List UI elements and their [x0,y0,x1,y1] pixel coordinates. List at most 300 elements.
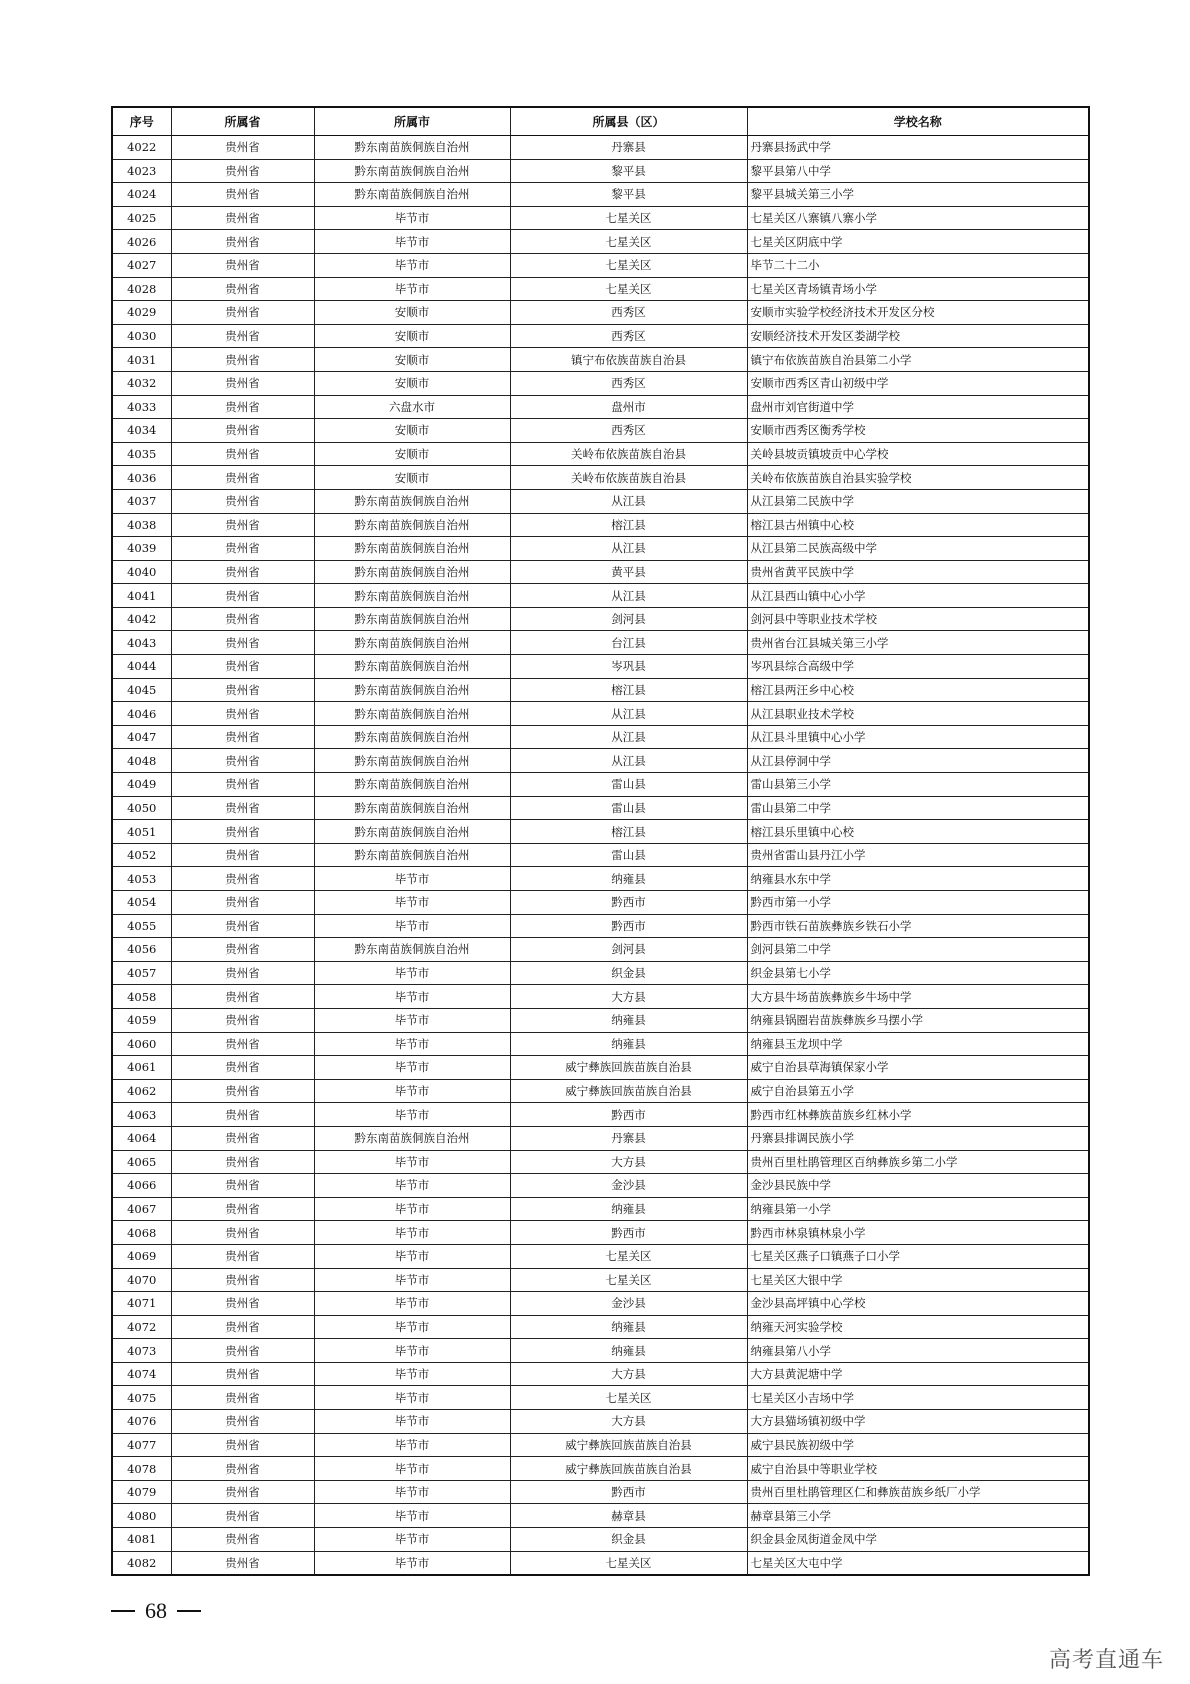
cell-city: 黔东南苗族侗族自治州 [314,843,510,867]
cell-school-name: 黔西市林泉镇林泉小学 [747,1221,1089,1245]
cell-school-name: 安顺市实验学校经济技术开发区分校 [747,301,1089,325]
cell-school-name: 赫章县第三小学 [747,1504,1089,1528]
cell-city: 黔东南苗族侗族自治州 [314,1126,510,1150]
cell-city: 毕节市 [314,1362,510,1386]
cell-serial: 4075 [112,1386,171,1410]
cell-province: 贵州省 [171,442,314,466]
table-row [112,867,1089,891]
cell-county: 丹寨县 [510,1126,747,1150]
cell-serial: 4062 [112,1079,171,1103]
watermark-text: 高考直通车 [1048,1648,1164,1673]
cell-serial: 4080 [112,1504,171,1528]
cell-county: 丹寨县 [510,136,747,160]
cell-serial: 4047 [112,725,171,749]
cell-county: 七星关区 [510,206,747,230]
cell-school-name: 盘州市刘官街道中学 [747,395,1089,419]
cell-school-name: 安顺市西秀区青山初级中学 [747,371,1089,395]
cell-province: 贵州省 [171,914,314,938]
cell-province: 贵州省 [171,678,314,702]
cell-county: 威宁彝族回族苗族自治县 [510,1056,747,1080]
cell-serial: 4071 [112,1292,171,1316]
cell-city: 毕节市 [314,1268,510,1292]
cell-city: 毕节市 [314,1504,510,1528]
cell-serial: 4072 [112,1315,171,1339]
cell-serial: 4024 [112,183,171,207]
cell-province: 贵州省 [171,560,314,584]
table-row [112,584,1089,608]
cell-county: 威宁彝族回族苗族自治县 [510,1433,747,1457]
cell-province: 贵州省 [171,183,314,207]
cell-city: 黔东南苗族侗族自治州 [314,584,510,608]
cell-school-name: 七星关区小吉场中学 [747,1386,1089,1410]
cell-province: 贵州省 [171,584,314,608]
cell-serial: 4057 [112,961,171,985]
cell-school-name: 安顺经济技术开发区娄湖学校 [747,324,1089,348]
cell-serial: 4037 [112,489,171,513]
cell-county: 从江县 [510,584,747,608]
cell-serial: 4067 [112,1197,171,1221]
cell-city: 毕节市 [314,230,510,254]
cell-county: 赫章县 [510,1504,747,1528]
cell-province: 贵州省 [171,607,314,631]
table-row [112,1410,1089,1434]
table-row [112,655,1089,679]
cell-city: 黔东南苗族侗族自治州 [314,631,510,655]
cell-county: 纳雍县 [510,867,747,891]
cell-school-name: 威宁自治县草海镇保家小学 [747,1056,1089,1080]
cell-county: 七星关区 [510,1244,747,1268]
cell-province: 贵州省 [171,513,314,537]
table-row [112,1504,1089,1528]
cell-school-name: 黎平县第八中学 [747,159,1089,183]
cell-city: 黔东南苗族侗族自治州 [314,773,510,797]
cell-school-name: 七星关区阴底中学 [747,230,1089,254]
cell-city: 毕节市 [314,1056,510,1080]
cell-county: 大方县 [510,1150,747,1174]
cell-province: 贵州省 [171,206,314,230]
cell-county: 威宁彝族回族苗族自治县 [510,1079,747,1103]
cell-serial: 4068 [112,1221,171,1245]
cell-school-name: 镇宁布依族苗族自治县第二小学 [747,348,1089,372]
cell-serial: 4063 [112,1103,171,1127]
table-row [112,914,1089,938]
cell-school-name: 剑河县第二中学 [747,938,1089,962]
cell-serial: 4041 [112,584,171,608]
cell-province: 贵州省 [171,371,314,395]
cell-county: 七星关区 [510,1386,747,1410]
cell-county: 大方县 [510,1410,747,1434]
cell-county: 纳雍县 [510,1315,747,1339]
cell-serial: 4039 [112,537,171,561]
cell-province: 贵州省 [171,1504,314,1528]
table-row [112,466,1089,490]
cell-city: 黔东南苗族侗族自治州 [314,513,510,537]
footer-dash-right [177,1610,201,1612]
cell-serial: 4056 [112,938,171,962]
cell-county: 榕江县 [510,820,747,844]
cell-county: 从江县 [510,749,747,773]
cell-province: 贵州省 [171,1103,314,1127]
cell-serial: 4076 [112,1410,171,1434]
cell-county: 从江县 [510,537,747,561]
cell-serial: 4061 [112,1056,171,1080]
cell-city: 毕节市 [314,1103,510,1127]
cell-county: 黔西市 [510,1103,747,1127]
cell-school-name: 榕江县乐里镇中心校 [747,820,1089,844]
cell-serial: 4064 [112,1126,171,1150]
cell-serial: 4030 [112,324,171,348]
cell-school-name: 从江县第二民族中学 [747,489,1089,513]
cell-serial: 4079 [112,1480,171,1504]
cell-province: 贵州省 [171,725,314,749]
table-row [112,1386,1089,1410]
cell-city: 毕节市 [314,1386,510,1410]
table-row [112,183,1089,207]
table-row [112,206,1089,230]
cell-province: 贵州省 [171,1480,314,1504]
cell-city: 黔东南苗族侗族自治州 [314,136,510,160]
cell-city: 黔东南苗族侗族自治州 [314,607,510,631]
cell-province: 贵州省 [171,985,314,1009]
cell-city: 安顺市 [314,348,510,372]
cell-school-name: 大方县猫场镇初级中学 [747,1410,1089,1434]
cell-province: 贵州省 [171,1362,314,1386]
cell-city: 毕节市 [314,985,510,1009]
cell-school-name: 织金县金凤街道金凤中学 [747,1528,1089,1552]
cell-city: 黔东南苗族侗族自治州 [314,655,510,679]
cell-school-name: 威宁自治县第五小学 [747,1079,1089,1103]
cell-school-name: 织金县第七小学 [747,961,1089,985]
table-row [112,1103,1089,1127]
cell-school-name: 从江县职业技术学校 [747,702,1089,726]
cell-province: 贵州省 [171,1410,314,1434]
cell-school-name: 七星关区八寨镇八寨小学 [747,206,1089,230]
cell-county: 金沙县 [510,1174,747,1198]
table-row [112,560,1089,584]
table-row [112,1268,1089,1292]
table-row [112,1056,1089,1080]
table-row [112,1433,1089,1457]
cell-school-name: 七星关区大屯中学 [747,1551,1089,1575]
cell-serial: 4053 [112,867,171,891]
cell-school-name: 贵州省黄平民族中学 [747,560,1089,584]
cell-school-name: 贵州省台江县城关第三小学 [747,631,1089,655]
cell-city: 毕节市 [314,1032,510,1056]
cell-county: 织金县 [510,961,747,985]
cell-city: 毕节市 [314,1197,510,1221]
cell-county: 七星关区 [510,230,747,254]
table-row [112,230,1089,254]
table-header-row [112,107,1089,136]
cell-city: 黔东南苗族侗族自治州 [314,820,510,844]
cell-county: 大方县 [510,1362,747,1386]
table-row [112,938,1089,962]
cell-serial: 4035 [112,442,171,466]
cell-city: 黔东南苗族侗族自治州 [314,702,510,726]
cell-school-name: 金沙县高坪镇中心学校 [747,1292,1089,1316]
cell-serial: 4066 [112,1174,171,1198]
cell-city: 安顺市 [314,466,510,490]
page-number: 68 [145,1598,167,1623]
cell-school-name: 黎平县城关第三小学 [747,183,1089,207]
cell-city: 毕节市 [314,206,510,230]
cell-serial: 4042 [112,607,171,631]
table-row [112,1528,1089,1552]
cell-city: 毕节市 [314,1008,510,1032]
table-row [112,1457,1089,1481]
cell-school-name: 黔西市第一小学 [747,891,1089,915]
cell-county: 金沙县 [510,1292,747,1316]
table-row [112,1079,1089,1103]
table-row [112,1008,1089,1032]
header-serial: 序号 [112,107,171,136]
header-province: 所属省 [171,107,314,136]
cell-county: 岑巩县 [510,655,747,679]
cell-province: 贵州省 [171,1032,314,1056]
cell-province: 贵州省 [171,820,314,844]
cell-county: 盘州市 [510,395,747,419]
cell-county: 关岭布依族苗族自治县 [510,442,747,466]
table-row [112,631,1089,655]
footer-dash-left [111,1610,135,1612]
cell-serial: 4074 [112,1362,171,1386]
cell-school-name: 安顺市西秀区衡秀学校 [747,419,1089,443]
table-row [112,1339,1089,1363]
cell-province: 贵州省 [171,489,314,513]
cell-school-name: 威宁县民族初级中学 [747,1433,1089,1457]
cell-serial: 4029 [112,301,171,325]
cell-school-name: 七星关区青场镇青场小学 [747,277,1089,301]
cell-county: 纳雍县 [510,1339,747,1363]
cell-province: 贵州省 [171,631,314,655]
cell-school-name: 榕江县古州镇中心校 [747,513,1089,537]
cell-serial: 4038 [112,513,171,537]
cell-serial: 4073 [112,1339,171,1363]
cell-city: 黔东南苗族侗族自治州 [314,938,510,962]
cell-province: 贵州省 [171,324,314,348]
table-row [112,1150,1089,1174]
cell-county: 黎平县 [510,159,747,183]
cell-province: 贵州省 [171,1315,314,1339]
table-row [112,1362,1089,1386]
cell-province: 贵州省 [171,1292,314,1316]
table-row [112,1197,1089,1221]
table-row [112,702,1089,726]
cell-province: 贵州省 [171,301,314,325]
cell-province: 贵州省 [171,1528,314,1552]
cell-school-name: 威宁自治县中等职业学校 [747,1457,1089,1481]
cell-province: 贵州省 [171,843,314,867]
cell-school-name: 丹寨县排调民族小学 [747,1126,1089,1150]
table-row [112,442,1089,466]
page-footer [111,1598,201,1624]
table-row [112,537,1089,561]
cell-serial: 4081 [112,1528,171,1552]
cell-county: 关岭布依族苗族自治县 [510,466,747,490]
table-row [112,277,1089,301]
cell-city: 六盘水市 [314,395,510,419]
cell-city: 毕节市 [314,1244,510,1268]
cell-serial: 4082 [112,1551,171,1575]
cell-city: 毕节市 [314,1480,510,1504]
cell-city: 毕节市 [314,1339,510,1363]
cell-school-name: 从江县斗里镇中心小学 [747,725,1089,749]
table-row [112,961,1089,985]
cell-serial: 4044 [112,655,171,679]
table-row [112,607,1089,631]
cell-county: 黄平县 [510,560,747,584]
cell-county: 剑河县 [510,607,747,631]
cell-county: 剑河县 [510,938,747,962]
cell-county: 西秀区 [510,301,747,325]
cell-county: 西秀区 [510,324,747,348]
cell-county: 黔西市 [510,891,747,915]
cell-school-name: 关岭县坡贡镇坡贡中心学校 [747,442,1089,466]
cell-county: 纳雍县 [510,1197,747,1221]
table-row [112,324,1089,348]
cell-city: 毕节市 [314,961,510,985]
cell-province: 贵州省 [171,1221,314,1245]
table-row [112,159,1089,183]
cell-county: 黔西市 [510,914,747,938]
cell-province: 贵州省 [171,796,314,820]
cell-province: 贵州省 [171,655,314,679]
cell-school-name: 金沙县民族中学 [747,1174,1089,1198]
table-row [112,796,1089,820]
cell-city: 毕节市 [314,1221,510,1245]
cell-province: 贵州省 [171,1056,314,1080]
cell-serial: 4034 [112,419,171,443]
cell-city: 毕节市 [314,867,510,891]
cell-county: 纳雍县 [510,1032,747,1056]
table-row [112,136,1089,160]
cell-serial: 4027 [112,253,171,277]
cell-province: 贵州省 [171,395,314,419]
table-row [112,725,1089,749]
cell-city: 黔东南苗族侗族自治州 [314,183,510,207]
cell-county: 从江县 [510,725,747,749]
cell-city: 毕节市 [314,914,510,938]
school-list-table [111,106,1090,1576]
table-row [112,489,1089,513]
table-row [112,1315,1089,1339]
cell-county: 黔西市 [510,1480,747,1504]
cell-school-name: 纳雍县第八小学 [747,1339,1089,1363]
table-row [112,1551,1089,1575]
cell-province: 贵州省 [171,253,314,277]
cell-serial: 4078 [112,1457,171,1481]
cell-school-name: 雷山县第二中学 [747,796,1089,820]
cell-province: 贵州省 [171,1174,314,1198]
cell-school-name: 七星关区大银中学 [747,1268,1089,1292]
cell-county: 黔西市 [510,1221,747,1245]
cell-city: 安顺市 [314,419,510,443]
cell-city: 黔东南苗族侗族自治州 [314,537,510,561]
cell-school-name: 榕江县两汪乡中心校 [747,678,1089,702]
cell-city: 黔东南苗族侗族自治州 [314,796,510,820]
cell-county: 台江县 [510,631,747,655]
cell-city: 安顺市 [314,442,510,466]
cell-serial: 4043 [112,631,171,655]
cell-serial: 4045 [112,678,171,702]
cell-province: 贵州省 [171,466,314,490]
cell-serial: 4031 [112,348,171,372]
cell-province: 贵州省 [171,1197,314,1221]
cell-county: 黎平县 [510,183,747,207]
cell-serial: 4032 [112,371,171,395]
cell-province: 贵州省 [171,537,314,561]
cell-serial: 4049 [112,773,171,797]
cell-school-name: 雷山县第三小学 [747,773,1089,797]
cell-province: 贵州省 [171,1386,314,1410]
cell-city: 毕节市 [314,1457,510,1481]
cell-county: 从江县 [510,702,747,726]
cell-school-name: 纳雍县玉龙坝中学 [747,1032,1089,1056]
cell-serial: 4070 [112,1268,171,1292]
cell-county: 镇宁布依族苗族自治县 [510,348,747,372]
table-row [112,985,1089,1009]
cell-province: 贵州省 [171,1126,314,1150]
cell-serial: 4058 [112,985,171,1009]
cell-city: 安顺市 [314,324,510,348]
table-row [112,301,1089,325]
table-row [112,891,1089,915]
cell-school-name: 大方县牛场苗族彝族乡牛场中学 [747,985,1089,1009]
cell-province: 贵州省 [171,159,314,183]
cell-serial: 4033 [112,395,171,419]
cell-serial: 4054 [112,891,171,915]
cell-serial: 4060 [112,1032,171,1056]
cell-province: 贵州省 [171,1339,314,1363]
cell-city: 毕节市 [314,1079,510,1103]
table-row [112,1480,1089,1504]
cell-school-name: 岑巩县综合高级中学 [747,655,1089,679]
cell-serial: 4069 [112,1244,171,1268]
header-school-name: 学校名称 [747,107,1089,136]
cell-school-name: 丹寨县扬武中学 [747,136,1089,160]
cell-province: 贵州省 [171,277,314,301]
cell-province: 贵州省 [171,419,314,443]
table-row [112,749,1089,773]
cell-serial: 4077 [112,1433,171,1457]
cell-school-name: 黔西市红林彝族苗族乡红林小学 [747,1103,1089,1127]
cell-serial: 4023 [112,159,171,183]
table-row [112,513,1089,537]
cell-county: 七星关区 [510,1551,747,1575]
cell-city: 黔东南苗族侗族自治州 [314,489,510,513]
cell-school-name: 黔西市铁石苗族彝族乡铁石小学 [747,914,1089,938]
cell-province: 贵州省 [171,961,314,985]
table-row [112,678,1089,702]
cell-county: 七星关区 [510,277,747,301]
cell-county: 威宁彝族回族苗族自治县 [510,1457,747,1481]
cell-city: 毕节市 [314,253,510,277]
cell-serial: 4026 [112,230,171,254]
table-row [112,395,1089,419]
cell-city: 毕节市 [314,1315,510,1339]
table-row [112,1292,1089,1316]
cell-serial: 4059 [112,1008,171,1032]
cell-county: 雷山县 [510,843,747,867]
cell-serial: 4025 [112,206,171,230]
table-row [112,1244,1089,1268]
cell-city: 安顺市 [314,371,510,395]
header-county: 所属县（区） [510,107,747,136]
table-row [112,1221,1089,1245]
cell-province: 贵州省 [171,136,314,160]
cell-school-name: 从江县西山镇中心小学 [747,584,1089,608]
cell-school-name: 从江县停洞中学 [747,749,1089,773]
